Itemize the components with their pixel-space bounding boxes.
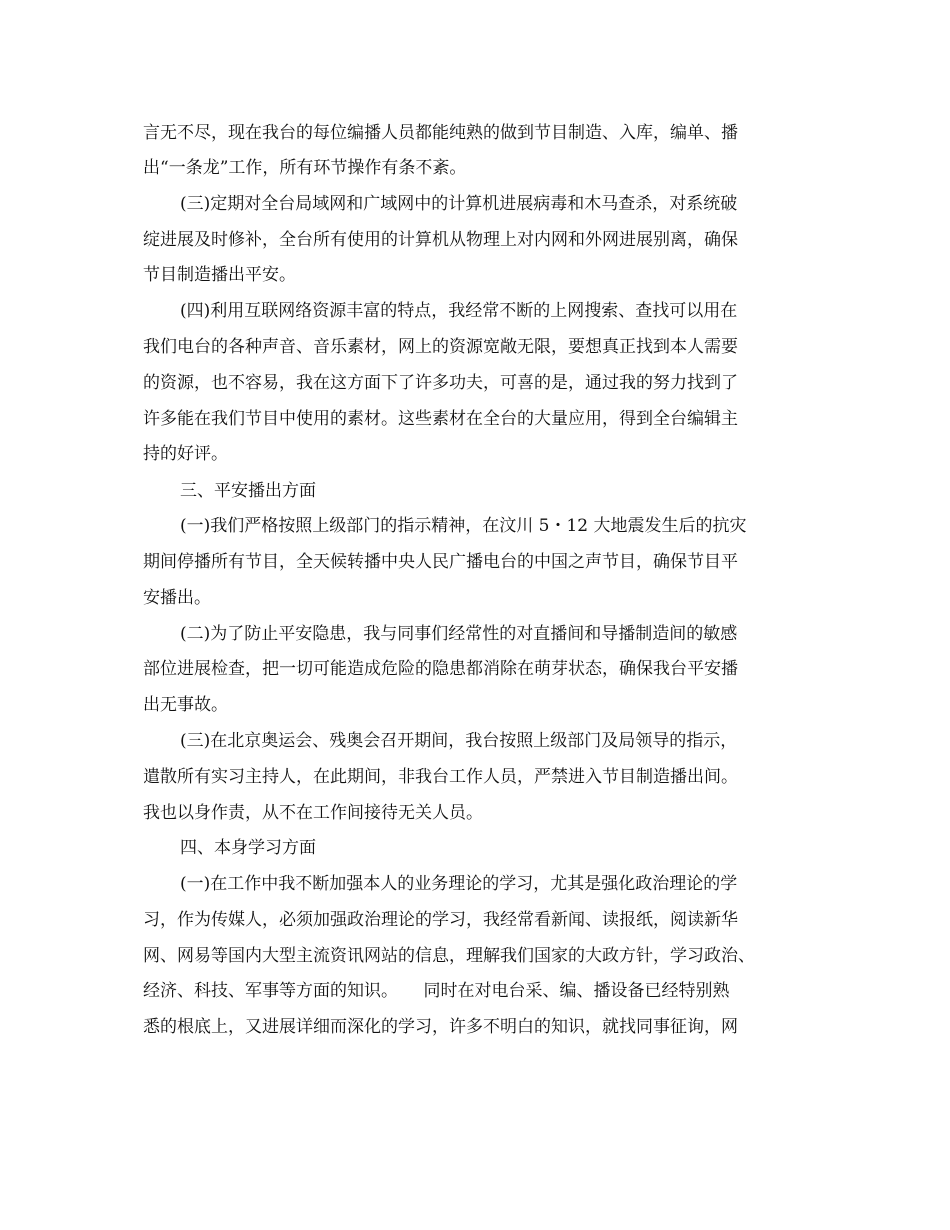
text-line: 期间停播所有节目，全天候转播中央人民广播电台的中国之声节目，确保节目平 bbox=[143, 552, 738, 572]
text-line: 习，作为传媒人，必须加强政治理论的学习，我经常看新闻、读报纸，阅读新华 bbox=[143, 910, 738, 930]
paragraph-start-line: (四)利用互联网络资源丰富的特点，我经常不断的上网搜索、查找可以用在 bbox=[180, 301, 738, 321]
text-line: 我们电台的各种声音、音乐素材，网上的资源宽敞无限，要想真正找到本人需要 bbox=[143, 337, 738, 357]
section-heading: 四、本身学习方面 bbox=[180, 838, 316, 858]
paragraph-start-line: (一)在工作中我不断加强本人的业务理论的学习，尤其是强化政治理论的学 bbox=[180, 874, 738, 894]
text-line: 的资源，也不容易，我在这方面下了许多功夫，可喜的是，通过我的努力找到了 bbox=[143, 373, 738, 393]
text-line: 出无事故。 bbox=[143, 695, 228, 715]
text-line: 悉的根底上，又进展详细而深化的学习，许多不明白的知识，就找同事征询，网 bbox=[143, 1017, 738, 1037]
text-line: 持的好评。 bbox=[143, 444, 228, 464]
text-line: 部位进展检查，把一切可能造成危险的隐患都消除在萌芽状态，确保我台平安播 bbox=[143, 659, 738, 679]
text-line: 节目制造播出平安。 bbox=[143, 265, 296, 285]
paragraph-start-line: (二)为了防止平安隐患，我与同事们经常性的对直播间和导播制造间的敏感 bbox=[180, 624, 738, 644]
paragraph-start-line: (三)在北京奥运会、残奥会召开期间，我台按照上级部门及局领导的指示， bbox=[180, 731, 738, 751]
text-line: 遣散所有实习主持人，在此期间，非我台工作人员，严禁进入节目制造播出间。 bbox=[143, 767, 738, 787]
text-line: 绽进展及时修补，全台所有使用的计算机从物理上对内网和外网进展别离，确保 bbox=[143, 230, 738, 250]
paragraph-start-line: (三)定期对全台局域网和广域网中的计算机进展病毒和木马查杀，对系统破 bbox=[180, 194, 738, 214]
text-line: 我也以身作责，从不在工作间接待无关人员。 bbox=[143, 803, 483, 823]
text-line: 安播出。 bbox=[143, 588, 211, 608]
text-line: 言无不尽，现在我台的每位编播人员都能纯熟的做到节目制造、入库，编单、播 bbox=[143, 123, 738, 143]
text-line: 许多能在我们节目中使用的素材。这些素材在全台的大量应用，得到全台编辑主 bbox=[143, 409, 738, 429]
section-heading: 三、平安播出方面 bbox=[180, 481, 316, 501]
text-line: 出“一条龙”工作，所有环节操作有条不紊。 bbox=[143, 158, 467, 178]
text-line: 经济、科技、军事等方面的知识。 同时在对电台采、编、播设备已经特别熟 bbox=[143, 981, 730, 1001]
paragraph-start-line: (一)我们严格按照上级部门的指示精神，在汶川 5・12 大地震发生后的抗灾 bbox=[180, 516, 747, 536]
text-line: 网、网易等国内大型主流资讯网站的信息，理解我们国家的大政方针，学习政治、 bbox=[143, 946, 755, 966]
